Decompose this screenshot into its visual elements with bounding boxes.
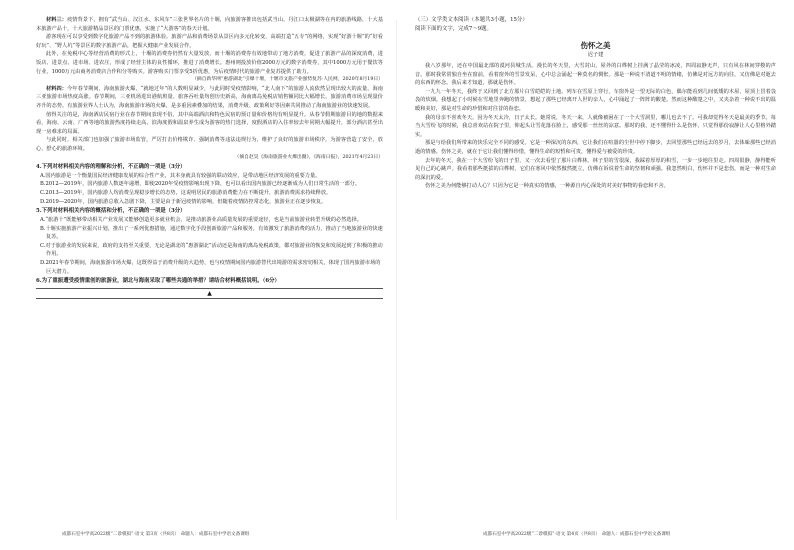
right-page [397, 0, 794, 550]
question-5-option-d: D.2021年春节期间，海南旅游市场火爆，这既得益于消费升级的大趋势，也与疫情期间国内旅游替代出境游的需求密切相关，体现了国内旅游市场的巨大潜力。 [40, 260, 381, 275]
material-3-paragraph: 此外，在免税中心等经营消费的形式上，十堰的消费券仍然有大量发放，而十堰的消费券有效地带动了地方消费，促进了旅游产品的深度消费，进饭店、进景点、进市场、进农庄，形成了经营主体的良性循环，推进了消费增长。惠州则投放价值2000万元的数字消费券，其中1000万元用于餐饮等行业，1000万元由商务消费店合作积分等购买。游客购买门票享受5折优惠，为后疫情时代的旅游产业复苏提供了助力。 [36, 51, 383, 75]
question-4-title: 4.下列对材料相关内容的理解和分析，不正确的一项是（3分） [36, 164, 186, 171]
question-4-option-b: B.2012—2019年，国内旅游人数逐年递增，即使2020年受疫情影响出现下降，也可以看出国内旅游已经逐渐成为人们日常生活的一部分。 [40, 181, 361, 188]
material-4-label: 材料四： [46, 85, 68, 92]
reading-instruction: 阅读下面的文字，完成7～9题。 [415, 26, 492, 32]
essay-paragraph: 伤怀之美为何能够打动人心？只因为它是一种真实的情感，一种源自内心深处的对美好事物的眷恋和不舍。 [425, 183, 669, 190]
question-4-option-a: A.国内旅游是一个衡量国民经济健康发展的综合性产业，其本身就具有较强的联动效应，是带动地区经济发展的重要力量。 [40, 172, 321, 179]
material-4-source: （摘自赵昊《海南旅游业火爆出圈》，《海南日报》，2021年4月23日） [234, 154, 383, 160]
question-4-option-c: C.2013—2019年，国内旅游人均消费呈现稳步增长的态势，这说明居民的旅游消费能力在不断提升，旅游消费需求持续释放。 [40, 190, 332, 197]
question-4 [36, 163, 383, 206]
essay-paragraph: 去年的冬天，我在一个大雪纷飞的日子里，又一次去看望了那片白桦林。林子里的雪很深，我踩着厚厚的积雪，一步一步地往里走。四周很静，静得能听见自己的心跳声。我看着那些挺拔的白桦树，它们在寒风中依然傲然挺立，仿佛在诉说着生命的坚韧和顽强。我忽然明白，伤怀并不是悲伤，而是一种对生命的深沉的爱。 [415, 157, 776, 181]
material-4-paragraph: 今年春节期间，海南旅游火爆，“就地过年”的人数明显减少，与此同时受疫情影响，“北人南下”的旅游人流依然呈现出较大的流量，海南三亚旅游市场热度高涨。春节期间，三亚机场进出港航班量、旅客吞吐量均创历史新高，海南离岛免税店销售额同比大幅增长，旅游消费市场呈现量价齐升的态势。有旅游业界人士认为，海南旅游市场的火爆，是多重因素叠加的结果，消费升级、政策利好等因素共同推动了海南旅游业的快速发展。 [36, 85, 383, 109]
triangle-icon: ▲ [207, 289, 212, 297]
question-4-option-d: D.2019—2020年，国内旅游总收入急剧下降，主要是由于新冠疫情的影响，但随着疫情防控常态化，旅游业正在逐步恢复。 [40, 198, 327, 205]
material-3-label: 材料三： [46, 17, 68, 23]
material-4-paragraph: 值得关注的是，海南酒店民宿行业在春节期间表现不俗，其中高端酒店和特色民宿的预订量和价格均有明显提升。从春节假期旅游目的地的数据来看，海南、云南、广西等地的旅游热度持续走高，滨海度假和温泉养生成为游客的热门选择，度假酒店的入住率较去年同期大幅提升，部分酒店甚至出现一房难求的局面。 [36, 111, 383, 135]
essay-paragraph: 一九九一年冬天，我终于又回到了北方那片白雪皑皑的土地。列车在雪原上穿行，车窗外是一望无际的白色，偶尔能看到几间低矮的木屋，屋顶上冒着袅袅的炊烟。我想起了小时候在雪地里奔跑的情景，想起了那些已经离开人世的亲人，心中涌起了一阵阵的酸楚。然而这种酸楚之中，又夹杂着一种说不出的温暖和美好，那是对生命的珍惜和对往昔的眷恋。 [415, 88, 776, 112]
question-5 [36, 207, 383, 276]
material-3-paragraph: 疫情背景下，拥有“武当山、汉江水、东风车”三张世界名片的十堰，向旅游客推出包括武当山、丹江口太极湖等在内的旅游线路，十大基本旅游产品十，十大旅游精品景区的门票优惠，实施了“大游客”的春天计划。 [36, 17, 383, 32]
question-5-option-a: A.“旅游十”既能够带动相关产业发展又能够创造更多就业机会，是推动旅游业高质量发展的重要途径，也是当前旅游业转型升级的必然选择。 [40, 217, 362, 224]
essay-author: 迟子建 [587, 52, 604, 58]
answer-box[interactable] [36, 288, 383, 299]
material-4 [36, 85, 383, 162]
question-5-option-c: C.对于旅游业的发展来说，政府的支持至关重要，无论是湖北的“惠游湖北”活动还是海南的离岛免税政策，都对旅游业的恢复和发展起到了积极的推动作用。 [40, 242, 383, 258]
question-5-title: 5.下列对材料相关内容的概括和分析，不正确的一项是（3分） [36, 208, 186, 215]
material-3-source: （摘自新华网“惠游湖北”引爆十堰，十堰市文旅产业强势复苏·人民网，2020年8月19日） [192, 77, 383, 83]
question-5-option-b: B.十堰实施旅游产业振兴计划，推出了一系列优惠措施，通过数字化手段创新旅游产品和服务，有效激发了旅游消费的活力，推动了当地旅游业的快速复苏。 [40, 225, 383, 241]
essay-paragraph: 那是与给我们所带来的快乐完全不同的感受。它是一种深沉的东西，它让我们在喧嚣的尘世中停下脚步，去回望那些已经远去的岁月，去体味那些已经消逝的情感。伤怀之美，就在于它让我们懂得珍惜，懂得生命的短暂和可贵，懂得爱与被爱的珍贵。 [415, 140, 776, 155]
essay-paragraph: 我八岁那年，还在中国最北部的漠河县城生活。漫长的冬天里，大雪封山，屋外的白桦树上挂满了晶莹的冰凌，四周寂静无声，只有风在林间穿梭的声音。那时我常常独自坐在窗前，看着窗外的雪景发呆，心中总会涌起一种莫名的惆怅。那是一种说不清道不明的情绪，仿佛是对远方的向往，又仿佛是对逝去的东西的怀念。我后来才知道，那就是伤怀。 [415, 63, 776, 87]
question-6-title: 6.为了重振遭受疫情重创的旅游业，湖北与海南采取了哪些共通的举措？请结合材料概括说明。（6分） [36, 278, 280, 285]
essay-paragraph: 我的母亲不喜欢冬天，因为冬天太冷，日子太长。她常说，冬天一来，人就像被困在了一个大雪洞里，哪儿也去不了。可我却觉得冬天是最美的季节。每当大雪纷飞的时候，我总喜欢站在院子里，仰起头让雪花落在脸上，感受那一丝丝的凉意。那时的我，还不懂得什么是伤怀，只觉得那份寂静让人心里格外踏实。 [415, 114, 776, 138]
material-3-paragraph: 游客现在可以享受到数字化旅游产品不到的旅游体验。旅游产品和消费场景从景区向多元化转变，高端打造“五专”的网络，实现“好游十堰”的“好看好玩”、“野人坑”等景区的数字旅游产品，把握大健康产业发展合作。 [36, 34, 383, 49]
essay-title: 伤怀之美 [580, 41, 611, 50]
page-footer-left: 成都石室中学高2022级“二诊模拟”·语文 第3页（共8页） 命题人：成都石室中学语文备课组 [62, 532, 250, 537]
section-heading: （三）文学类文本阅读（本题共3小题，15分） [415, 17, 528, 23]
material-3 [36, 16, 383, 85]
question-6 [36, 277, 383, 299]
material-4-paragraph: 与此同时，相关部门也加强了旅游市场监管，严厉打击价格欺诈、强制消费等违法违规行为，维护了良好的旅游市场秩序，为游客营造了安全、放心、舒心的旅游环境。 [36, 137, 383, 152]
page-footer-right: 成都石室中学高2022级“二诊模拟”·语文 第4页（共8页） 命题人：成都石室中学语文备课组 [483, 532, 671, 537]
essay-body [415, 62, 776, 191]
